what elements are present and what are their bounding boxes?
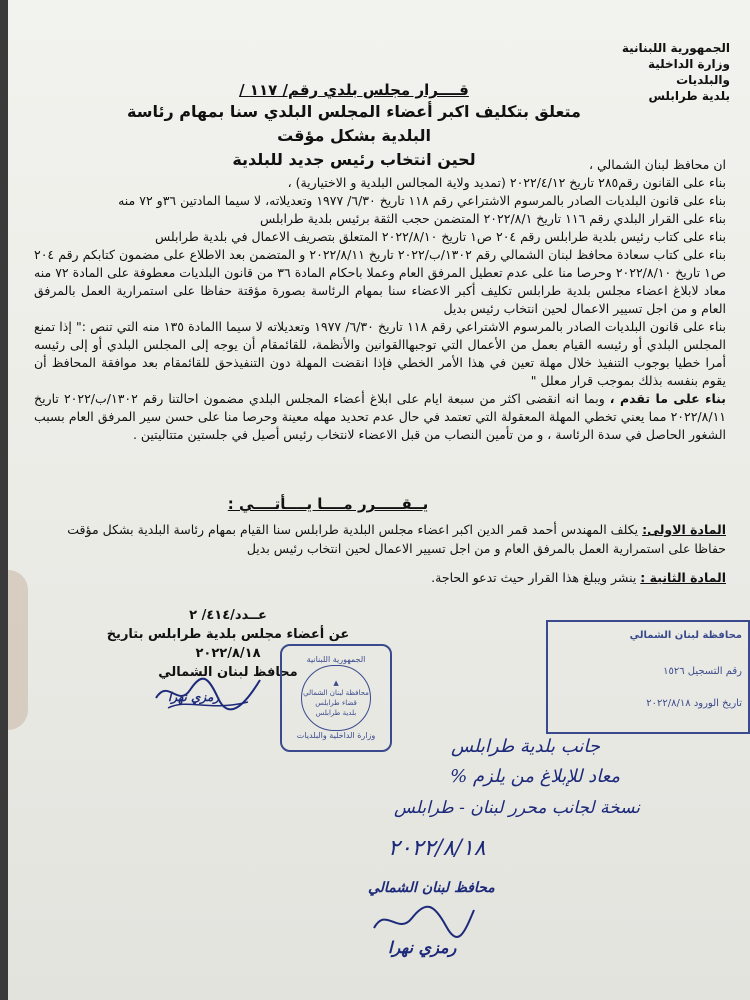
article-2-text: ينشر ويبلغ هذا القرار حيث تدعو الحاجة. (431, 570, 641, 585)
page-content (8, 0, 750, 1000)
governor-title: محافظ لبنان الشمالي (158, 665, 298, 680)
preamble-clause: بناء على كتاب سعادة محافظ لبنان الشمالي رقم ١٣٠٢/ب/٢٠٢٢ تاريخ ٢٠٢٢/٨/١١ و المتضمن بعد الاطلاع على مضمون كتابكم رقم ٢٠٤ ص١ تاريخ ٢٠٢٢/٨/١٠ وحرصا منا على عدم تعطيل المرفق العام وعملا باحكام المادة ٣٦ من قانون البلديات معطوفة على المادة ٧٢ منه معاد لابلاغ اعضاء مجلس بلدية طرابلس تكليف أكبر الاعضاء سنا بمهام الرئاسة بصورة مؤقتة حفاظا على استمرارية العمل بالمرفق العام و من اجل تسيير الاعمال لحين انتخاب رئيس بديل (34, 247, 726, 316)
letterhead-republic: الجمهورية اللبنانية (621, 41, 730, 55)
preamble-opening: ان محافظ لبنان الشمالي ، (588, 157, 726, 172)
letterhead-ministry: وزارة الداخلية والبلديات (647, 57, 730, 87)
handwritten-copy: نسخة لجانب محرر لبنان - طرابلس (394, 798, 640, 818)
handwritten-recipient: جانب بلدية طرابلس (451, 736, 600, 757)
stamp-registration: رقم التسجيل ١٥٢٦ (663, 666, 742, 677)
seal-governorate: محافظة لبنان الشمالي (303, 689, 369, 697)
decides-heading: يــقـــــرر مــــا يــــأتــــي : (227, 495, 429, 513)
seal-bottom-text: وزارة الداخلية والبلديات (296, 731, 376, 740)
preamble-clause: بناء على قانون البلديات الصادر بالمرسوم الاشتراعي رقم ١١٨ تاريخ ٦/٣٠/ ١٩٧٧ وتعديلاته، لا سيما المادتين ٣٦و ٧٢ منه (118, 193, 726, 208)
handwritten-date: ٢٠٢٢/٨/١٨ (388, 836, 486, 861)
preamble-clause: بناء على قانون البلديات الصادر بالمرسوم الاشتراعي رقم ١١٨ تاريخ ٦/٣٠/ ١٩٧٧ وتعديلاته لا سيما االمادة ١٣٥ منه التي تنص :" إذا تمنع المجلس البلدي أو رئيسه القيام بعمل من الأعمال التي توجبهاالقوانين والأنظمة، للقائمقام أن يوجه إلى المجلس البلدي أو إلى رئيسه أمرا خطيا بوجوب التنفيذ خلال مهلة تعين في هذا الأمر الخطي فإذا انقضت المهلة دون التنفيذحق للقائمقام بعد موافقة المحافظ أن يقوم بنفسه بذلك بموجب قرار معلل " (34, 319, 726, 388)
stamp-date: تاريخ الورود ٢٠٢٢/٨/١٨ (646, 698, 742, 709)
article-1-text: يكلف المهندس أحمد قمر الدين اكبر اعضاء مجلس البلدية طرابلس سنا القيام بمهام رئاسة البلدية بشكل مؤقت حفاظا على استمرارية العمل بالمرفق العام و من اجل تسيير الاعمال لحين انتخاب رئيس بديل (67, 522, 726, 556)
handwritten-governor-name: رمزي نهرا (388, 938, 457, 957)
letterhead (600, 40, 730, 104)
handwritten-signature (368, 900, 478, 940)
handwritten-governor-title: محافظ لبنان الشمالي (368, 880, 495, 896)
letterhead-municipality: بلدية طرابلس (648, 89, 730, 103)
stamp-title: محافظة لبنان الشمالي (629, 630, 742, 641)
decision-number: قــــرار مجلس بلدي رقم/ ١١٧ / (239, 81, 469, 99)
handwritten-instruction: معاد للإبلاغ من يلزم % (450, 766, 620, 787)
issue-line: عن أعضاء مجلس بلدية طرابلس بتاريخ ٢٠٢٢/٨/١٨ (106, 627, 350, 661)
official-seal (280, 644, 392, 752)
document-page (8, 0, 750, 1000)
registration-stamp (546, 620, 750, 734)
preamble-conclusion (34, 390, 726, 444)
conclusion-label: بناء على ما تقدم ، (609, 391, 726, 406)
article-1-label: المادة الاولى: (642, 522, 726, 537)
article-1 (34, 520, 726, 558)
preamble (34, 156, 726, 444)
article-2 (34, 568, 726, 587)
cedar-icon: ▲ (333, 679, 339, 687)
seal-district: قضاء طرابلس (315, 699, 357, 707)
preamble-clause: بناء على القانون رقم٢٨٥ تاريخ ٢٠٢٢/٤/١٢ (تمديد ولاية المجالس البلدية و الاختيارية) ، (287, 175, 726, 190)
conclusion-text: وبما انه انقضى اكثر من سبعة ايام على ابلاغ أعضاء المجلس البلدي مضمون احالتنا رقم ١٣٠٢/ب/٢٠٢٢ تاريخ ٢٠٢٢/٨/١١ مما يعني تخطي المهلة المعقولة التي تعتمد في حال عدم تحديد مهله معينة وحرصا منا على حسن سير المرفق العام بسبب الشغور الحاصل في سدة الرئاسة ، و من تأمين النصاب من قبل الاعضاء لانتخاب رئيس أصيل في جلستين متتاليتين . (34, 391, 726, 442)
subject-line-1: متعلق بتكليف اكبر أعضاء المجلس البلدي سنا بمهام رئاسة البلدية بشكل مؤقت (127, 102, 581, 145)
seal-municipality: بلدية طرابلس (315, 709, 357, 717)
subject-line-2: لحين انتخاب رئيس جديد للبلدية (232, 150, 476, 169)
issue-number: عــدد/٤١٤/ ٢ (189, 608, 267, 623)
seal-top-text: الجمهورية اللبنانية (306, 655, 366, 664)
article-2-label: المادة الثانية : (640, 570, 726, 585)
preamble-clause: بناء على كتاب رئيس بلدية طرابلس رقم ٢٠٤ ص١ تاريخ ٢٠٢٢/٨/١٠ المتعلق بتصريف الاعمال في بلدية طرابلس (154, 229, 726, 244)
preamble-clause: بناء على القرار البلدي رقم ١١٦ تاريخ ٢٠٢٢/٨/١ المتضمن حجب الثقة برئيس بلدية طرابلس (259, 211, 726, 226)
seal-inner (301, 665, 371, 731)
governor-name: رمزي نهرا (168, 690, 220, 704)
